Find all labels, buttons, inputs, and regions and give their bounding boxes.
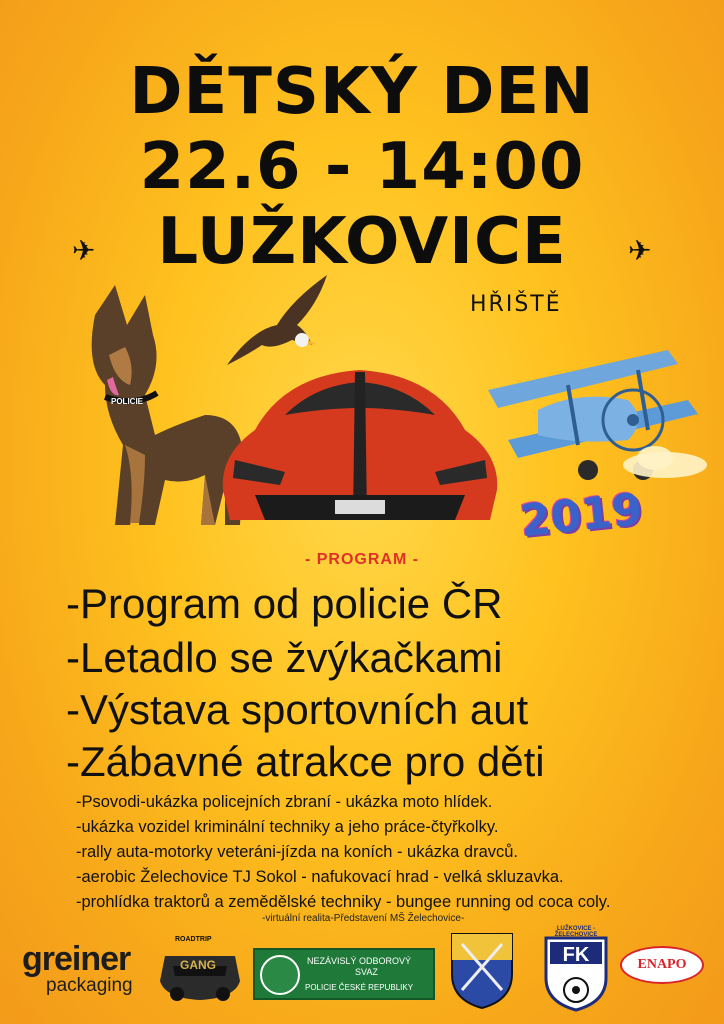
- program-header: - PROGRAM -: [304, 551, 420, 568]
- program-detail-item: -prohlídka traktorů a zemědělské techniky - bungee running od coca coly.: [76, 893, 611, 911]
- greiner-name: greiner: [22, 940, 131, 978]
- event-venue: HŘIŠTĚ: [470, 292, 562, 317]
- small-plane-icon-right: ✈: [628, 234, 652, 267]
- program-detail-item: -Psovodi-ukázka policejních zbraní - ukázka moto hlídek.: [76, 793, 493, 811]
- program-detail-item: -aerobic Želechovice TJ Sokol - nafukovací hrad - velká skluzavka.: [76, 868, 564, 886]
- gang-label: GANG: [180, 958, 216, 972]
- small-plane-icon-left: ✈: [72, 234, 96, 267]
- enapo-logo: ENAPO: [620, 946, 704, 984]
- event-date-time: 22.6 - 14:00: [139, 130, 585, 204]
- eagle-illustration: [222, 270, 332, 370]
- program-main-item: -Výstava sportovních aut: [66, 686, 529, 733]
- union-emblem-icon: [260, 955, 300, 995]
- union-line1: NEZÁVISLÝ ODBOROVÝ: [307, 956, 412, 966]
- event-title: DĚTSKÝ DEN: [129, 55, 595, 129]
- police-badge-text: POLICIE: [111, 397, 144, 406]
- program-main-item: -Program od policie ČR: [66, 580, 503, 627]
- program-main-item: -Zábavné atrakce pro děti: [66, 738, 545, 785]
- greiner-logo: [22, 942, 152, 996]
- police-union-logo: [253, 948, 435, 1000]
- fk-club-name: LUŽKOVICE - ŽELECHOVICE: [554, 926, 598, 938]
- fk-letters: FK: [562, 944, 590, 966]
- program-main-item: -Letadlo se žvýkačkami: [66, 634, 503, 681]
- program-footnote: -virtuální realita-Představení MŠ Želechovice-: [262, 913, 465, 924]
- event-location: LUŽKOVICE: [157, 205, 567, 279]
- municipal-crest-icon: [448, 930, 516, 1010]
- fk-club-crest-icon: [540, 930, 612, 1012]
- program-detail-item: -ukázka vozidel kriminální techniky a jeho práce-čtyřkolky.: [76, 818, 499, 836]
- greiner-sub: packaging: [46, 975, 133, 996]
- sports-car-illustration: [215, 360, 505, 530]
- event-year: 2019: [517, 483, 645, 548]
- cloud-decoration: [620, 440, 710, 480]
- roadtrip-label: ROADTRIP: [175, 936, 212, 943]
- program-detail-item: -rally auta-motorky veteráni-jízda na koních - ukázka dravců.: [76, 843, 519, 861]
- union-line3: POLICIE ČESKÉ REPUBLIKY: [305, 983, 414, 992]
- union-line2: SVAZ: [355, 967, 378, 977]
